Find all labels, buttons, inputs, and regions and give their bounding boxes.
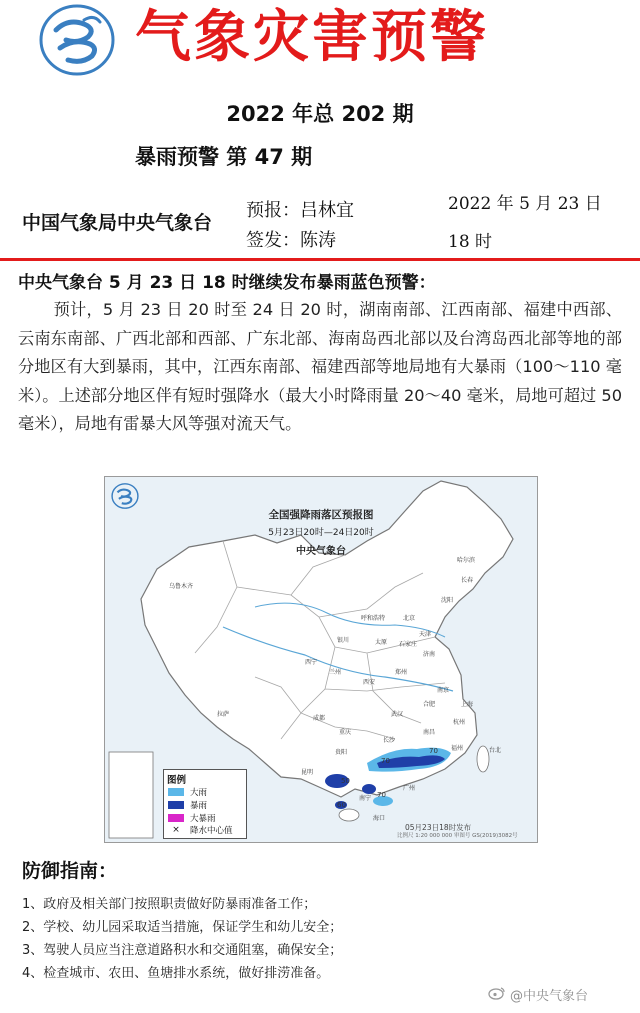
defense-guide-heading: 防御指南：	[22, 860, 118, 882]
city-label: 西安	[363, 679, 376, 686]
city-label: 昆明	[301, 769, 314, 776]
city-label: 乌鲁木齐	[169, 583, 194, 590]
guide-item: 1、政府及相关部门按照职责做好防暴雨准备工作；	[22, 897, 317, 912]
warning-issue-number: 暴雨预警 第 47 期	[135, 145, 313, 169]
map-title: 全国强降雨落区预报图	[268, 509, 374, 521]
cma-logo-icon	[111, 483, 139, 509]
rain-center-value: 50	[341, 777, 350, 785]
legend-swatch	[168, 814, 184, 822]
bulletin-headline: 中央气象台 5 月 23 日 18 时继续发布暴雨蓝色预警：	[18, 273, 436, 293]
city-label: 南京	[437, 687, 450, 694]
source-watermark: @中央气象台	[510, 989, 589, 1004]
city-label: 济南	[423, 651, 436, 658]
header-divider	[0, 258, 640, 261]
agency-name: 中国气象局中央气象台	[22, 212, 213, 234]
city-label: 武汉	[391, 711, 404, 718]
rain-center-value: 70	[429, 747, 438, 755]
legend-item	[168, 786, 207, 798]
city-label: 天津	[419, 631, 432, 638]
legend-item	[168, 824, 233, 836]
city-label: 海口	[373, 815, 386, 822]
rain-center-value: 60	[337, 801, 346, 809]
city-label: 哈尔滨	[457, 557, 476, 564]
city-label: 台北	[489, 747, 502, 754]
map-legend	[163, 769, 247, 839]
legend-title: 图例	[167, 775, 187, 786]
city-label: 长春	[461, 577, 474, 584]
city-label: 广州	[403, 785, 416, 792]
guide-item: 4、检查城市、农田、鱼塘排水系统，做好排涝准备。	[22, 966, 330, 981]
rain-center-value: 70	[381, 757, 390, 765]
map-time-range: 5月23日20时—24日20时	[268, 528, 374, 538]
city-label: 贵阳	[335, 749, 348, 756]
city-label: 南昌	[423, 729, 436, 736]
city-label: 福州	[451, 745, 464, 752]
issue-number: 2022 年总 202 期	[226, 102, 414, 126]
city-label: 重庆	[339, 729, 352, 736]
legend-item	[168, 812, 216, 824]
issuer-name: 签发：陈涛	[246, 230, 336, 251]
legend-item	[168, 799, 207, 811]
city-label: 拉萨	[217, 711, 230, 718]
city-label: 杭州	[453, 719, 466, 726]
city-label: 兰州	[329, 669, 342, 676]
city-label: 上海	[461, 701, 474, 708]
city-label: 太原	[375, 639, 388, 646]
page-title: 气象灾害预警	[135, 5, 489, 70]
cma-logo-icon	[38, 4, 116, 76]
issue-date: 2022 年 5 月 23 日 18 时	[448, 194, 602, 252]
city-label: 长沙	[383, 737, 396, 744]
guide-item: 3、驾驶人员应当注意道路积水和交通阻塞，确保安全；	[22, 943, 343, 958]
city-label: 合肥	[423, 701, 436, 708]
weibo-icon	[488, 986, 506, 1000]
city-label: 银川	[337, 637, 350, 644]
legend-swatch	[168, 788, 184, 796]
city-label: 北京	[403, 615, 416, 622]
legend-swatch	[168, 801, 184, 809]
city-label: 成都	[313, 715, 326, 722]
legend-label: 暴雨	[190, 801, 208, 811]
legend-label: 降水中心值	[190, 826, 233, 836]
bulletin-body: 预计，5 月 23 日 20 时至 24 日 20 时，湖南南部、江西南部、福建中西部、云南东南部、广西北部和西部、广东北部、海南岛西北部以及台湾岛西北部等地的部分地区有大到暴雨，其中，江西东南部、福建西部等地局地有大暴雨（100～110 毫米）。上述部分地区伴有短时强降水（最大小时降雨量 20～40 毫米，局地可超过 50 毫米），局地有雷暴大风等强对流天气。	[18, 300, 622, 434]
map-issue-stamp: 05月23日18时发布	[405, 823, 472, 832]
city-label: 南宁	[359, 795, 372, 802]
cross-icon: ×	[172, 825, 180, 835]
rainfall-forecast-map	[104, 476, 538, 843]
city-label: 沈阳	[441, 597, 454, 604]
city-label: 西宁	[305, 659, 318, 666]
legend-label: 大雨	[190, 788, 208, 798]
taiwan-shape	[477, 746, 489, 772]
hainan-shape	[339, 809, 359, 821]
city-label: 石家庄	[399, 641, 418, 648]
legend-label: 大暴雨	[190, 814, 216, 824]
guide-item: 2、学校、幼儿园采取适当措施，保证学生和幼儿安全；	[22, 920, 343, 935]
city-label: 呼和浩特	[361, 615, 386, 622]
rain-center-value: 70	[377, 791, 386, 799]
forecaster-name: 预报：吕林宜	[246, 200, 354, 221]
map-scale-note: 比例尺 1:20 000 000 审图号 GS(2019)3082号	[397, 833, 518, 839]
map-organization: 中央气象台	[296, 546, 346, 557]
city-label: 郑州	[395, 669, 408, 676]
